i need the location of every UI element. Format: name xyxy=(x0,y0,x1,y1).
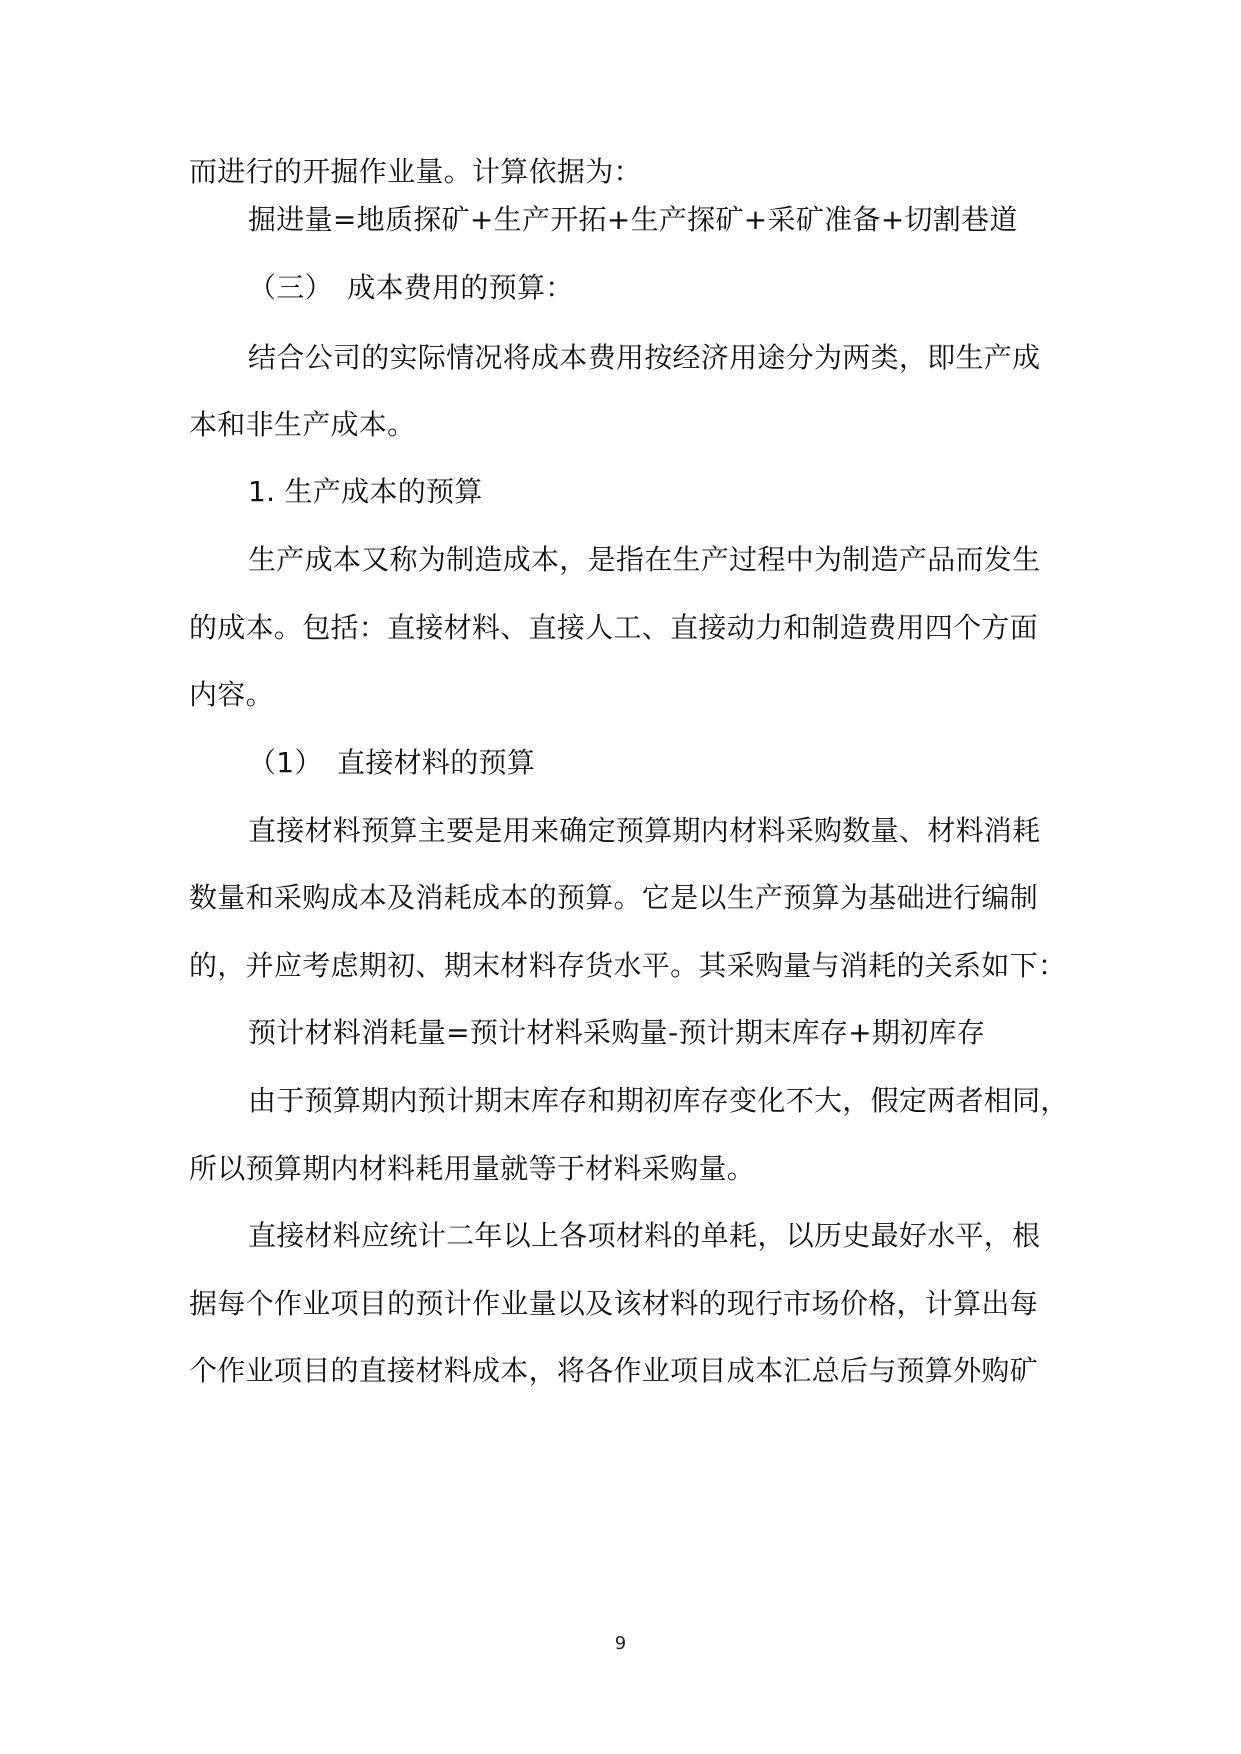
text-line: 而进行的开掘作业量。计算依据为： xyxy=(189,155,642,188)
text-line: 的，并应考虑期初、期末材料存货水平。其采购量与消耗的关系如下： xyxy=(189,949,1067,982)
text-line: 由于预算期内预计期末库存和期初库存变化不大，假定两者相同， xyxy=(248,1084,1069,1117)
text-line: 生产成本又称为制造成本，是指在生产过程中为制造产品而发生 xyxy=(248,543,1041,576)
text-line: 结合公司的实际情况将成本费用按经济用途分为两类，即生产成 xyxy=(248,341,1041,374)
formula-line: 掘进量=地质探矿+生产开拓+生产探矿+采矿准备+切割巷道 xyxy=(248,203,1018,236)
text-line: 直接材料预算主要是用来确定预算期内材料采购数量、材料消耗 xyxy=(248,814,1041,847)
section-heading: （三） 成本费用的预算： xyxy=(248,271,574,304)
page-number: 9 xyxy=(614,1633,627,1654)
text-line: 的成本。包括：直接材料、直接人工、直接动力和制造费用四个方面 xyxy=(189,611,1039,644)
text-line: 本和非生产成本。 xyxy=(189,408,416,441)
formula-line: 预计材料消耗量=预计材料采购量-预计期末库存+期初库存 xyxy=(248,1016,986,1049)
text-line: 据每个作业项目的预计作业量以及该材料的现行市场价格，计算出每 xyxy=(189,1287,1039,1320)
text-line: 内容。 xyxy=(189,678,274,711)
text-line: 直接材料应统计二年以上各项材料的单耗，以历史最好水平，根 xyxy=(248,1219,1041,1252)
subsection-heading: （1） 直接材料的预算 xyxy=(248,746,536,779)
text-line: 所以预算期内材料耗用量就等于材料采购量。 xyxy=(189,1152,756,1185)
text-line: 个作业项目的直接材料成本，将各作业项目成本汇总后与预算外购矿 xyxy=(189,1354,1039,1387)
text-line: 数量和采购成本及消耗成本的预算。它是以生产预算为基础进行编制 xyxy=(189,881,1039,914)
subsection-heading: 1. 生产成本的预算 xyxy=(248,475,483,508)
